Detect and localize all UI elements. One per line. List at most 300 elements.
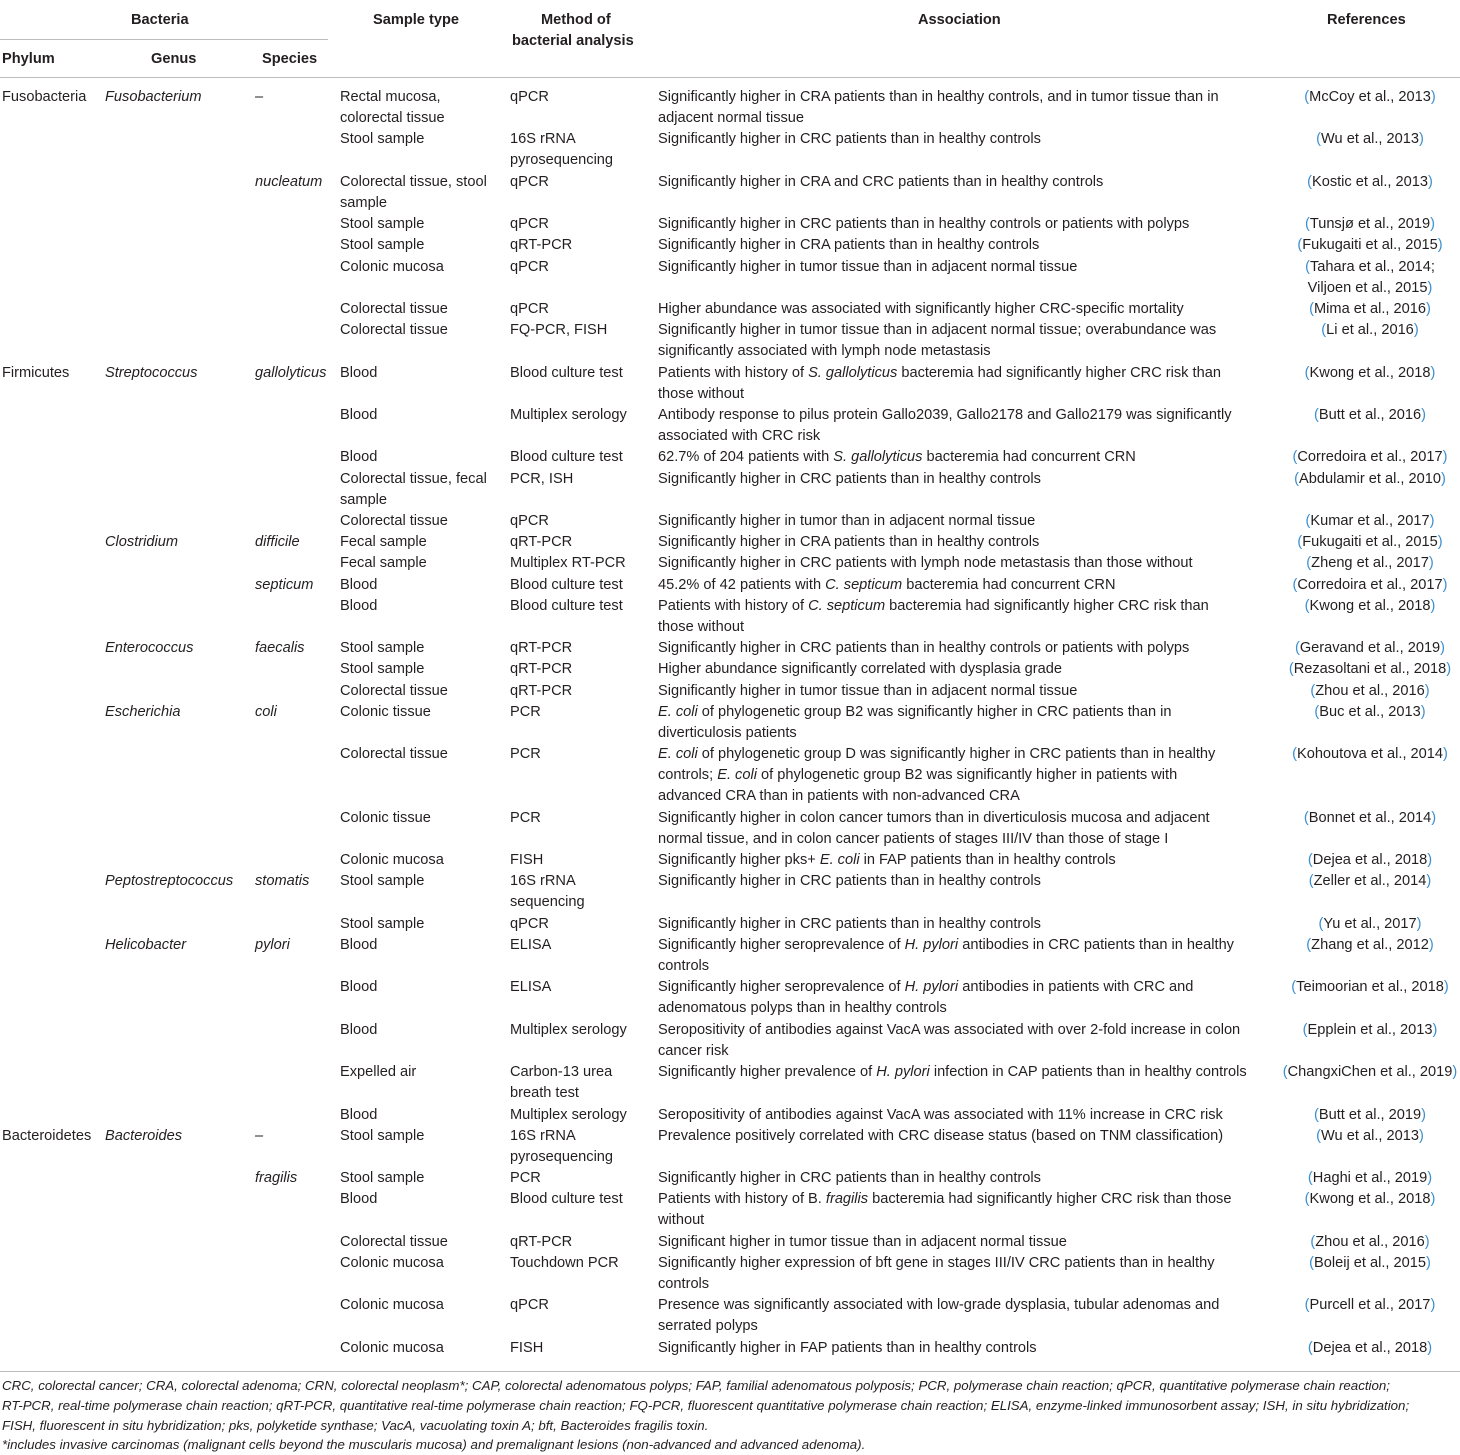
association-text: Patients with history of — [658, 597, 809, 614]
method-cell-line: qPCR — [510, 216, 549, 233]
association-text: bacteremia had concurrent CRN — [902, 576, 1116, 593]
species-cell: septicum — [255, 576, 314, 593]
method-cell-line: qRT-PCR — [510, 1233, 573, 1250]
reference-cell — [1282, 1168, 1458, 1189]
table-row — [0, 172, 1460, 214]
sample-type-cell-line: Colonic tissue — [340, 809, 431, 826]
association-cell — [658, 744, 1215, 807]
method-cell-line: 16S rRNA — [510, 873, 576, 890]
sample-type-cell — [340, 511, 448, 532]
method-cell-line: Blood culture test — [510, 449, 623, 466]
reference-cell — [1282, 638, 1458, 659]
association-line — [658, 723, 1172, 744]
association-line — [658, 850, 1116, 871]
method-cell — [510, 235, 572, 256]
reference-line: (Epplein et al., 2013) — [1302, 1021, 1438, 1038]
reference-link[interactable]: Kostic et al., 2013 — [1311, 173, 1428, 190]
table-row — [0, 235, 1460, 256]
method-cell-line: Multiplex serology — [510, 1106, 627, 1123]
association-cell — [658, 659, 1062, 680]
association-line — [658, 914, 1041, 935]
association-text: those without — [658, 385, 744, 402]
reference-line: (Purcell et al., 2017) — [1304, 1297, 1436, 1314]
reference-link[interactable]: Li et al., 2016 — [1326, 322, 1414, 339]
association-line — [658, 320, 1216, 341]
reference-line: (Dejea et al., 2018) — [1307, 852, 1433, 869]
genus-cell: Streptococcus — [105, 364, 198, 381]
sample-type-cell — [340, 320, 448, 341]
association-text: Seropositivity of antibodies against VacA was associated with over 2-fold increase in colon — [658, 1021, 1241, 1038]
association-line — [658, 405, 1232, 426]
table-row — [0, 1062, 1460, 1104]
header-association: Association — [918, 12, 1001, 28]
reference-link[interactable]: Dejea et al., 2018 — [1312, 1339, 1428, 1356]
sample-type-cell-line: Colorectal tissue — [340, 322, 448, 339]
association-text: Significantly higher seroprevalence of — [658, 979, 905, 996]
table-row — [0, 1126, 1460, 1168]
method-cell-line: qPCR — [510, 258, 549, 275]
species-cell: stomatis — [255, 873, 310, 890]
table-row — [0, 532, 1460, 553]
method-cell — [510, 553, 626, 574]
association-text: antibodies in CRC patients than in healthy — [958, 937, 1234, 953]
association-cell — [658, 871, 1041, 892]
table-row — [0, 1189, 1460, 1231]
species-cell: difficile — [255, 534, 300, 551]
association-line — [658, 596, 1209, 617]
species-name-text: H. pylori — [876, 1064, 930, 1081]
method-cell-line: Blood culture test — [510, 1191, 623, 1208]
association-cell — [658, 235, 1039, 256]
reference-line: (Dejea et al., 2018) — [1307, 1339, 1433, 1356]
reference-link[interactable]: Kumar et al., 2017 — [1310, 513, 1430, 529]
species-name-text: E. coli — [658, 746, 698, 763]
reference-link[interactable]: Zeller et al., 2014 — [1313, 873, 1427, 890]
sample-type-cell — [340, 871, 424, 892]
method-cell — [510, 1062, 612, 1104]
reference-link[interactable]: Butt et al., 2016 — [1318, 407, 1422, 423]
table-row — [0, 1295, 1460, 1337]
sample-type-cell — [340, 850, 444, 871]
association-cell — [658, 1338, 1037, 1359]
association-text: Significantly higher in CRC patients with lymph node metastasis than those without — [658, 555, 1193, 572]
association-line — [658, 659, 1062, 680]
association-text: Patients with history of B. — [658, 1191, 826, 1208]
association-text: controls; — [658, 767, 718, 784]
sample-type-cell — [340, 447, 377, 468]
reference-link[interactable]: Tahara et al., 2014; — [1309, 258, 1435, 275]
association-cell — [658, 129, 1041, 150]
table-row — [0, 638, 1460, 659]
reference-link[interactable]: Teimoorian et al., 2018 — [1296, 979, 1444, 996]
reference-link[interactable]: Wu et al., 2013 — [1321, 131, 1419, 148]
association-text: Significantly higher in colon cancer tumors than in diverticulosis mucosa and adjacent — [658, 809, 1210, 826]
method-cell — [510, 87, 549, 108]
association-text: antibodies in patients with CRC and — [958, 979, 1194, 996]
method-cell — [510, 808, 541, 829]
reference-cell — [1282, 575, 1458, 596]
table-bottom-rule — [0, 1371, 1460, 1372]
method-cell-line: PCR — [510, 809, 541, 826]
sample-type-cell-line: Colorectal tissue — [340, 513, 448, 529]
association-cell — [658, 575, 1116, 596]
reference-link[interactable]: Fukugaiti et al., 2015 — [1302, 534, 1438, 551]
method-cell — [510, 469, 573, 490]
reference-cell — [1282, 1062, 1458, 1083]
association-text: Presence was significantly associated with low-grade dysplasia, tubular adenomas and — [658, 1297, 1220, 1314]
reference-link[interactable]: Zhou et al., 2016 — [1315, 682, 1425, 699]
reference-cell — [1282, 914, 1458, 935]
reference-line: (Kwong et al., 2018) — [1304, 597, 1436, 614]
association-line — [658, 1062, 1247, 1083]
method-cell-line: PCR — [510, 746, 541, 763]
reference-line: (Boleij et al., 2015) — [1309, 1255, 1431, 1271]
method-cell-line: sequencing — [510, 894, 585, 911]
reference-link[interactable]: Abdulamir et al., 2010 — [1299, 470, 1441, 487]
reference-link[interactable]: Haghi et al., 2019 — [1312, 1170, 1428, 1187]
reference-link[interactable]: Zhang et al., 2012 — [1311, 937, 1429, 953]
sample-type-cell-line: Stool sample — [340, 661, 425, 678]
association-text: associated with CRC risk — [658, 428, 821, 444]
method-cell — [510, 1295, 549, 1316]
table-row — [0, 659, 1460, 680]
method-cell — [510, 935, 551, 956]
method-cell-line: PCR — [510, 703, 541, 720]
reference-line: (Tunsjø et al., 2019) — [1304, 216, 1436, 233]
reference-link[interactable]: Yu et al., 2017 — [1323, 915, 1417, 932]
reference-cell — [1282, 659, 1458, 680]
association-cell — [658, 681, 1077, 702]
reference-cell — [1282, 935, 1458, 956]
method-cell — [510, 511, 549, 532]
reference-line: (Kumar et al., 2017) — [1305, 513, 1435, 529]
reference-line: (Teimoorian et al., 2018) — [1291, 979, 1449, 996]
sample-type-cell-line: Colonic mucosa — [340, 1297, 444, 1314]
reference-link[interactable]: Kwong et al., 2018 — [1309, 1191, 1431, 1208]
association-text: adjacent normal tissue — [658, 110, 805, 126]
association-text: advanced CRA than in patients with non-advanced CRA — [658, 788, 1020, 805]
species-cell: faecalis — [255, 640, 305, 657]
association-line — [658, 956, 1234, 977]
table-row — [0, 129, 1460, 171]
header-bottom-rule — [0, 77, 1460, 78]
species-name-text: E. coli — [658, 703, 698, 720]
association-text: Seropositivity of antibodies against VacA was associated with 11% increase in CRC risk — [658, 1106, 1223, 1123]
sample-type-cell-line: Stool sample — [340, 1170, 425, 1187]
reference-link[interactable]: Zhou et al., 2016 — [1315, 1233, 1425, 1250]
association-cell — [658, 914, 1041, 935]
association-text: in FAP patients than in healthy controls — [859, 852, 1116, 869]
reference-link[interactable]: Kwong et al., 2018 — [1309, 364, 1431, 381]
reference-link[interactable]: Buc et al., 2013 — [1319, 703, 1421, 720]
method-cell-line: Blood culture test — [510, 597, 623, 614]
method-cell-line: breath test — [510, 1085, 579, 1102]
phylum-cell: Bacteroidetes — [2, 1127, 92, 1144]
genus-cell: Enterococcus — [105, 640, 194, 657]
sample-type-cell-line: Blood — [340, 1106, 378, 1123]
association-text: Significantly higher in CRC patients than in healthy controls — [658, 470, 1041, 487]
reference-link[interactable]: Tunsjø et al., 2019 — [1309, 216, 1431, 233]
method-cell-line: qRT-PCR — [510, 237, 573, 254]
table-row — [0, 1105, 1460, 1126]
header-references: References — [1327, 12, 1406, 28]
reference-link[interactable]: Viljoen et al., 2015 — [1307, 279, 1428, 296]
table-row — [0, 808, 1460, 850]
reference-line: (Wu et al., 2013) — [1316, 1127, 1424, 1144]
sample-type-cell — [340, 532, 427, 553]
association-text: Significantly higher in CRC patients than in healthy controls — [658, 873, 1041, 890]
species-name-text: C. septicum — [808, 597, 886, 614]
sample-type-cell — [340, 1062, 416, 1083]
reference-link[interactable]: ChangxiChen et al., 2019 — [1287, 1064, 1453, 1081]
association-line — [658, 363, 1221, 384]
association-text: Significantly higher in CRA patients than in healthy controls — [658, 534, 1040, 551]
reference-line: (McCoy et al., 2013) — [1304, 89, 1436, 105]
sample-type-cell — [340, 87, 445, 129]
table-row — [0, 257, 1460, 299]
method-cell — [510, 1168, 541, 1189]
sample-type-cell-line: Colonic mucosa — [340, 258, 444, 275]
reference-link[interactable]: Fukugaiti et al., 2015 — [1302, 237, 1438, 254]
species-cell: – — [255, 1127, 264, 1144]
reference-cell — [1282, 447, 1458, 468]
association-line — [658, 1295, 1219, 1316]
reference-link[interactable]: Purcell et al., 2017 — [1309, 1297, 1431, 1314]
sample-type-cell-line: Stool sample — [340, 131, 425, 148]
sample-type-cell — [340, 1126, 424, 1147]
association-line — [658, 553, 1193, 574]
reference-cell — [1282, 363, 1458, 384]
method-cell — [510, 575, 623, 596]
reference-link[interactable]: Boleij et al., 2015 — [1314, 1255, 1426, 1271]
association-line — [658, 1126, 1223, 1147]
association-line — [658, 998, 1193, 1019]
sample-type-cell-line: Colonic tissue — [340, 703, 431, 720]
reference-link[interactable]: Corredoira et al., 2017 — [1297, 449, 1443, 466]
reference-cell — [1282, 1253, 1458, 1274]
association-cell — [658, 808, 1210, 850]
method-cell — [510, 871, 585, 913]
genus-cell: Fusobacterium — [105, 89, 202, 105]
association-text: of phylogenetic group B2 was significantly higher in patients with — [756, 767, 1178, 784]
association-line — [658, 638, 1189, 659]
association-cell — [658, 532, 1039, 553]
species-cell: pylori — [255, 937, 290, 953]
reference-link[interactable]: Corredoira et al., 2017 — [1297, 576, 1443, 593]
reference-link[interactable]: Dejea et al., 2018 — [1312, 852, 1428, 869]
association-text: of phylogenetic group D was significantly higher in CRC patients than in healthy — [697, 746, 1216, 763]
association-line — [658, 1253, 1215, 1274]
method-cell — [510, 447, 623, 468]
association-text: Significantly higher in tumor tissue than in adjacent normal tissue; overabundance was — [658, 322, 1217, 339]
reference-cell — [1282, 1295, 1458, 1316]
genus-cell: Clostridium — [105, 534, 178, 551]
reference-cell — [1282, 596, 1458, 617]
method-cell — [510, 977, 551, 998]
sample-type-cell — [340, 1020, 377, 1041]
association-line — [658, 1168, 1041, 1189]
association-line — [658, 1274, 1215, 1295]
footnote-line: RT-PCR, real-time polymerase chain reaction; qRT-PCR, quantitative real-time polymerase chain reaction; FQ-PCR, fluorescent quantitative polymerase chain reaction; ELISA, enzyme-linked immunosorbent assay; ISH, in situ hybridization; — [2, 1397, 1410, 1413]
method-cell-line: FISH — [510, 1339, 544, 1356]
association-text: controls — [658, 1276, 710, 1292]
association-line — [658, 1210, 1231, 1231]
sample-type-cell-line: Stool sample — [340, 216, 425, 233]
method-cell — [510, 850, 543, 871]
method-cell-line: PCR — [510, 1170, 541, 1187]
reference-line: (Fukugaiti et al., 2015) — [1297, 237, 1443, 254]
association-line — [658, 702, 1172, 723]
reference-link[interactable]: Kwong et al., 2018 — [1309, 597, 1431, 614]
sample-type-cell — [340, 299, 448, 320]
table-row — [0, 871, 1460, 913]
reference-cell — [1282, 532, 1458, 553]
reference-link[interactable]: Kohoutova et al., 2014 — [1296, 746, 1444, 763]
association-line — [658, 87, 1219, 108]
association-text: bacteremia had significantly higher CRC risk than — [897, 364, 1221, 381]
association-cell — [658, 1295, 1219, 1337]
reference-link[interactable]: Rezasoltani et al., 2018 — [1293, 661, 1447, 678]
reference-line: (Buc et al., 2013) — [1314, 703, 1426, 720]
sample-type-cell-line: sample — [340, 194, 388, 211]
sample-type-cell — [340, 935, 377, 956]
reference-line: (Zheng et al., 2017) — [1306, 555, 1434, 572]
association-cell — [658, 320, 1216, 362]
table-row — [0, 320, 1460, 362]
reference-line: (Rezasoltani et al., 2018) — [1288, 661, 1452, 678]
species-cell: coli — [255, 703, 277, 720]
association-line — [658, 871, 1041, 892]
reference-line: (Li et al., 2016) — [1321, 322, 1419, 339]
association-line — [658, 299, 1184, 320]
method-cell-line: PCR, ISH — [510, 470, 574, 487]
reference-line: (Tahara et al., 2014; — [1305, 258, 1435, 275]
reference-link[interactable]: Mima et al., 2016 — [1314, 301, 1426, 317]
association-line — [658, 214, 1189, 235]
reference-line: (Zeller et al., 2014) — [1308, 873, 1432, 890]
reference-link[interactable]: Bonnet et al., 2014 — [1308, 809, 1432, 826]
method-cell — [510, 681, 572, 702]
association-text: bacteremia had concurrent CRN — [922, 449, 1136, 466]
method-cell — [510, 405, 627, 426]
reference-line: (Kohoutova et al., 2014) — [1292, 746, 1448, 763]
reference-cell — [1282, 235, 1458, 256]
table-row — [0, 935, 1460, 977]
association-cell — [658, 172, 1103, 193]
method-cell-line: Blood culture test — [510, 576, 623, 593]
sample-type-cell-line: Fecal sample — [340, 555, 427, 572]
table-row — [0, 1232, 1460, 1253]
species-cell: gallolyticus — [255, 364, 327, 381]
reference-line: (Zhou et al., 2016) — [1310, 1233, 1430, 1250]
genus-cell: Peptostreptococcus — [105, 873, 234, 890]
reference-line: (Kwong et al., 2018) — [1304, 1191, 1436, 1208]
association-text: Significantly higher prevalence of — [658, 1064, 877, 1081]
method-cell — [510, 1232, 572, 1253]
sample-type-cell — [340, 638, 424, 659]
reference-link[interactable]: Geravand et al., 2019 — [1299, 640, 1441, 657]
footnote-line: *includes invasive carcinomas (malignant cells beyond the muscularis mucosa) and premalignant lesions (non-advanced and advanced adenoma). — [2, 1437, 866, 1453]
sample-type-cell-line: Colorectal tissue, fecal — [340, 470, 487, 487]
reference-cell — [1282, 871, 1458, 892]
association-line — [658, 1338, 1037, 1359]
sample-type-cell-line: Colonic mucosa — [340, 1339, 444, 1356]
association-text: 62.7% of 204 patients with — [658, 449, 834, 466]
reference-line: (Butt et al., 2019) — [1314, 1106, 1426, 1123]
association-line — [658, 426, 1232, 447]
reference-line: (Geravand et al., 2019) — [1294, 640, 1446, 657]
reference-link[interactable]: Zheng et al., 2017 — [1311, 555, 1429, 572]
association-text: Significant higher in tumor tissue than in adjacent normal tissue — [658, 1233, 1067, 1250]
association-text: Significantly higher in CRA patients than in healthy controls, and in tumor tissue than in — [658, 89, 1219, 105]
reference-cell — [1282, 320, 1458, 341]
association-line — [658, 341, 1216, 362]
reference-link[interactable]: McCoy et al., 2013 — [1309, 89, 1431, 105]
association-line — [658, 744, 1215, 765]
sample-type-cell-line: Colonic mucosa — [340, 852, 444, 869]
method-cell-line: 16S rRNA — [510, 1127, 576, 1144]
species-name-text: H. pylori — [904, 979, 959, 996]
sample-type-cell — [340, 405, 377, 426]
method-cell — [510, 1338, 543, 1359]
sample-type-cell — [340, 1232, 448, 1253]
table-row — [0, 1253, 1460, 1295]
sample-type-cell-line: Expelled air — [340, 1064, 417, 1081]
method-cell-line: pyrosequencing — [510, 1148, 614, 1165]
table-row — [0, 87, 1460, 129]
method-cell-line: Multiplex serology — [510, 1021, 627, 1038]
sample-type-cell — [340, 681, 448, 702]
sample-type-cell-line: Colorectal tissue — [340, 1233, 448, 1250]
method-cell — [510, 914, 549, 935]
reference-line: (Corredoira et al., 2017) — [1292, 449, 1448, 466]
reference-link[interactable]: Butt et al., 2019 — [1318, 1106, 1422, 1123]
sample-type-cell — [340, 575, 377, 596]
method-cell-line: qRT-PCR — [510, 661, 573, 678]
method-cell-line: ELISA — [510, 937, 552, 953]
species-name-text: fragilis — [825, 1191, 869, 1208]
sample-type-cell — [340, 129, 424, 150]
association-line — [658, 172, 1103, 193]
method-cell-line: qPCR — [510, 89, 549, 105]
association-line — [658, 511, 1035, 532]
method-cell-line: FISH — [510, 852, 544, 869]
reference-line: (Haghi et al., 2019) — [1307, 1170, 1433, 1187]
method-cell-line: qPCR — [510, 301, 549, 317]
table-row — [0, 469, 1460, 511]
sample-type-cell — [340, 1105, 377, 1126]
genus-cell: Escherichia — [105, 703, 181, 720]
association-line — [658, 129, 1041, 150]
reference-line: (Yu et al., 2017) — [1318, 915, 1422, 932]
sample-type-cell-line: Blood — [340, 1191, 378, 1208]
association-text: Significantly higher in CRC patients than in healthy controls — [658, 131, 1041, 148]
method-cell-line: qRT-PCR — [510, 640, 573, 657]
method-cell-line: FQ-PCR, FISH — [510, 322, 608, 339]
method-cell-line: qRT-PCR — [510, 534, 573, 551]
association-cell — [658, 935, 1234, 977]
reference-link[interactable]: Wu et al., 2013 — [1321, 1127, 1419, 1144]
sample-type-cell-line: sample — [340, 491, 388, 508]
sample-type-cell-line: colorectal tissue — [340, 110, 445, 126]
species-name-text: H. pylori — [904, 937, 959, 953]
reference-cell — [1282, 214, 1458, 235]
association-text: Significantly higher seroprevalence of — [658, 937, 905, 953]
reference-link[interactable]: Epplein et al., 2013 — [1307, 1021, 1433, 1038]
sample-type-cell — [340, 914, 424, 935]
table-row — [0, 977, 1460, 1019]
reference-cell — [1282, 469, 1458, 490]
